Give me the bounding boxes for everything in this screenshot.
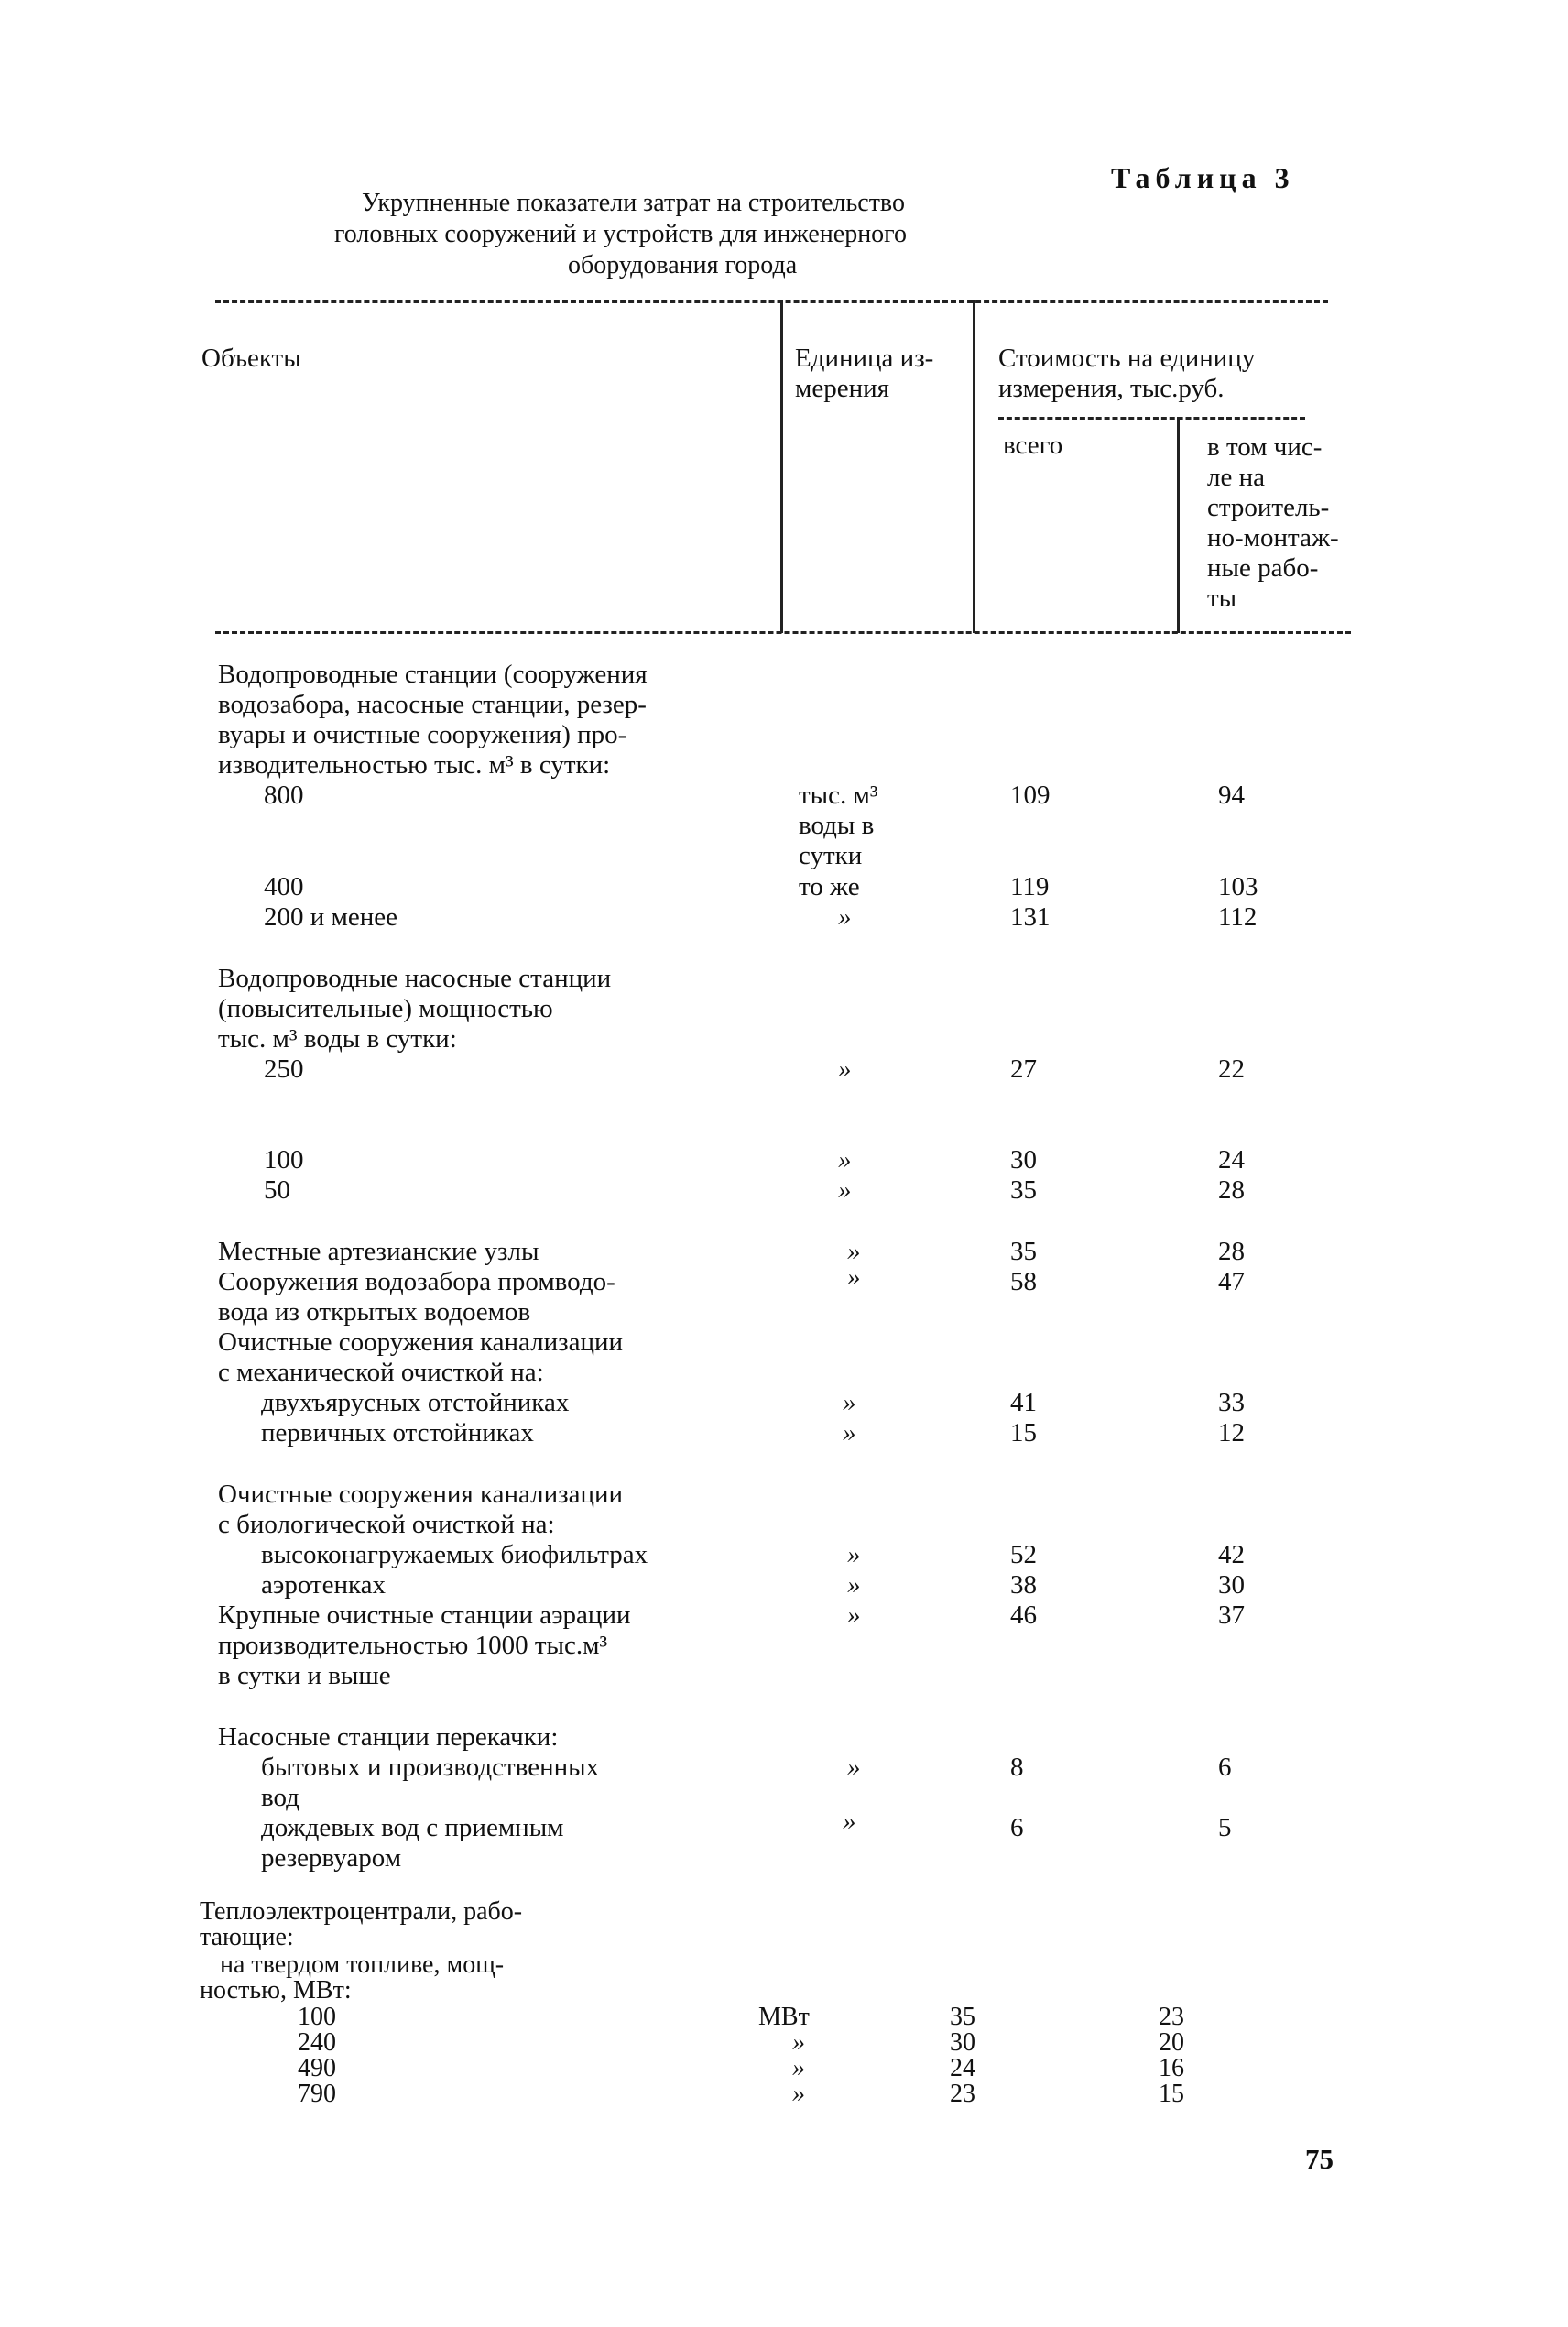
row-name: водозабора, насосные станции, резер-	[218, 690, 647, 719]
row-total: 52	[1010, 1540, 1037, 1569]
row-smr: 20	[1159, 2028, 1184, 2057]
header-including-4: но-монтаж-	[1207, 523, 1339, 552]
row-name: бытовых и производственных	[261, 1753, 600, 1782]
row-total: 109	[1010, 781, 1051, 810]
row-unit: »	[792, 2028, 805, 2057]
row-unit: »	[847, 1600, 861, 1630]
row-total: 15	[1010, 1418, 1037, 1448]
row-total: 30	[1010, 1145, 1037, 1174]
row-name: (повысительные) мощностью	[218, 994, 553, 1023]
row-smr: 103	[1218, 872, 1258, 901]
row-unit: »	[838, 1054, 852, 1084]
header-bottom-rule	[215, 631, 1351, 634]
row-smr: 28	[1218, 1237, 1245, 1266]
row-total: 35	[950, 2003, 975, 2031]
header-total: всего	[1003, 431, 1063, 460]
row-smr: 30	[1218, 1570, 1245, 1600]
row-name: Водопроводные насосные станции	[218, 964, 612, 993]
row-name: аэротенках	[261, 1570, 387, 1600]
row-name: 200 и менее	[264, 902, 398, 932]
row-name: производительностью 1000 тыс.м³	[218, 1631, 608, 1660]
row-total: 38	[1010, 1570, 1037, 1600]
row-unit: »	[847, 1262, 861, 1292]
row-total: 41	[1010, 1388, 1037, 1417]
row-name: Местные артезианские узлы	[218, 1237, 539, 1266]
row-name: 100	[264, 1145, 304, 1174]
header-including-1: в том чис-	[1207, 432, 1323, 462]
row-name: ностью, МВт:	[200, 1976, 352, 2005]
header-cost-line-2: измерения, тыс.руб.	[998, 374, 1225, 403]
row-smr: 112	[1218, 902, 1258, 932]
row-total: 24	[950, 2054, 975, 2082]
row-unit: »	[838, 1145, 852, 1174]
header-including-5: ные рабо-	[1207, 553, 1319, 583]
row-smr: 22	[1218, 1054, 1245, 1084]
row-unit: »	[847, 1753, 861, 1782]
row-name: дождевых вод с приемным	[261, 1813, 564, 1842]
row-total: 6	[1010, 1813, 1024, 1842]
row-unit: »	[847, 1540, 861, 1569]
header-including-3: строитель-	[1207, 493, 1330, 522]
row-unit: »	[843, 1807, 856, 1836]
row-unit: МВт	[758, 2003, 810, 2031]
row-total: 23	[950, 2080, 975, 2108]
row-unit: сутки	[799, 841, 863, 870]
header-sub-rule	[998, 417, 1305, 420]
title-line-1: Укрупненные показатели затрат на строительство	[362, 189, 905, 217]
header-unit-line-2: мерения	[795, 374, 889, 403]
row-name: с механической очисткой на:	[218, 1358, 544, 1387]
page-number: 75	[1305, 2143, 1334, 2175]
row-unit: »	[838, 902, 852, 932]
row-name: 100	[298, 2003, 336, 2031]
row-unit: »	[843, 1418, 856, 1448]
row-total: 119	[1010, 872, 1050, 901]
row-total: 30	[950, 2028, 975, 2057]
row-name: Очистные сооружения канализации	[218, 1480, 624, 1509]
row-unit: »	[843, 1388, 856, 1417]
row-unit: тыс. м³	[799, 781, 878, 810]
row-smr: 23	[1159, 2003, 1184, 2031]
row-name: Насосные станции перекачки:	[218, 1722, 559, 1752]
row-name: резервуаром	[261, 1843, 402, 1873]
row-total: 27	[1010, 1054, 1037, 1084]
header-including-6: ты	[1207, 584, 1237, 613]
row-unit: »	[838, 1175, 852, 1205]
row-total: 131	[1010, 902, 1051, 932]
row-name: с биологической очисткой на:	[218, 1510, 555, 1539]
row-smr: 94	[1218, 781, 1245, 810]
row-name: двухъярусных отстойниках	[261, 1388, 570, 1417]
row-smr: 37	[1218, 1600, 1245, 1630]
row-name: 240	[298, 2028, 336, 2057]
row-name: Крупные очистные станции аэрации	[218, 1600, 631, 1630]
header-including-2: ле на	[1207, 463, 1265, 492]
row-name: 800	[264, 781, 304, 810]
row-unit: »	[792, 2080, 805, 2108]
row-name: Теплоэлектроцентрали, рабо-	[200, 1897, 523, 1926]
row-unit: »	[847, 1237, 861, 1266]
header-cost-line-1: Стоимость на единицу	[998, 344, 1256, 373]
row-unit: то же	[799, 872, 860, 901]
row-smr: 6	[1218, 1753, 1232, 1782]
header-divider-2	[973, 300, 975, 633]
header-divider-3	[1177, 417, 1180, 633]
title-line-2: головных сооружений и устройств для инженерного	[334, 220, 907, 248]
row-smr: 12	[1218, 1418, 1245, 1448]
row-total: 35	[1010, 1175, 1037, 1205]
header-divider-1	[780, 300, 783, 633]
row-name: высоконагружаемых биофильтрах	[261, 1540, 648, 1569]
row-name: тающие:	[200, 1923, 294, 1951]
row-name: изводительностью тыс. м³ в сутки:	[218, 750, 611, 780]
row-total: 58	[1010, 1267, 1037, 1296]
row-smr: 16	[1159, 2054, 1184, 2082]
title-line-3: оборудования города	[568, 251, 798, 279]
row-name: 490	[298, 2054, 336, 2082]
row-name: 250	[264, 1054, 304, 1084]
row-unit: »	[792, 2054, 805, 2082]
header-objects: Объекты	[201, 344, 301, 373]
row-smr: 47	[1218, 1267, 1245, 1296]
row-name: 50	[264, 1175, 290, 1205]
row-total: 8	[1010, 1753, 1024, 1782]
row-name: вода из открытых водоемов	[218, 1297, 531, 1327]
row-name: Водопроводные станции (сооружения	[218, 660, 648, 689]
row-name: тыс. м³ воды в сутки:	[218, 1024, 457, 1054]
row-smr: 42	[1218, 1540, 1245, 1569]
row-name: первичных отстойниках	[261, 1418, 534, 1448]
row-unit: воды в	[799, 811, 875, 840]
table-label: Таблица 3	[1111, 161, 1295, 194]
row-name: вуары и очистные сооружения) про-	[218, 720, 627, 749]
row-smr: 28	[1218, 1175, 1245, 1205]
row-name: Очистные сооружения канализации	[218, 1327, 624, 1357]
row-smr: 24	[1218, 1145, 1245, 1174]
row-total: 46	[1010, 1600, 1037, 1630]
row-name: вод	[261, 1783, 299, 1812]
row-smr: 5	[1218, 1813, 1232, 1842]
row-smr: 15	[1159, 2080, 1184, 2108]
row-unit: »	[847, 1570, 861, 1600]
row-name: на твердом топливе, мощ-	[220, 1950, 505, 1979]
row-name: в сутки и выше	[218, 1661, 391, 1690]
row-name: 790	[298, 2080, 336, 2108]
row-total: 35	[1010, 1237, 1037, 1266]
header-top-rule	[215, 300, 1328, 303]
row-name: Сооружения водозабора промводо-	[218, 1267, 615, 1296]
row-name: 400	[264, 872, 304, 901]
header-unit-line-1: Единица из-	[795, 344, 934, 373]
row-smr: 33	[1218, 1388, 1245, 1417]
